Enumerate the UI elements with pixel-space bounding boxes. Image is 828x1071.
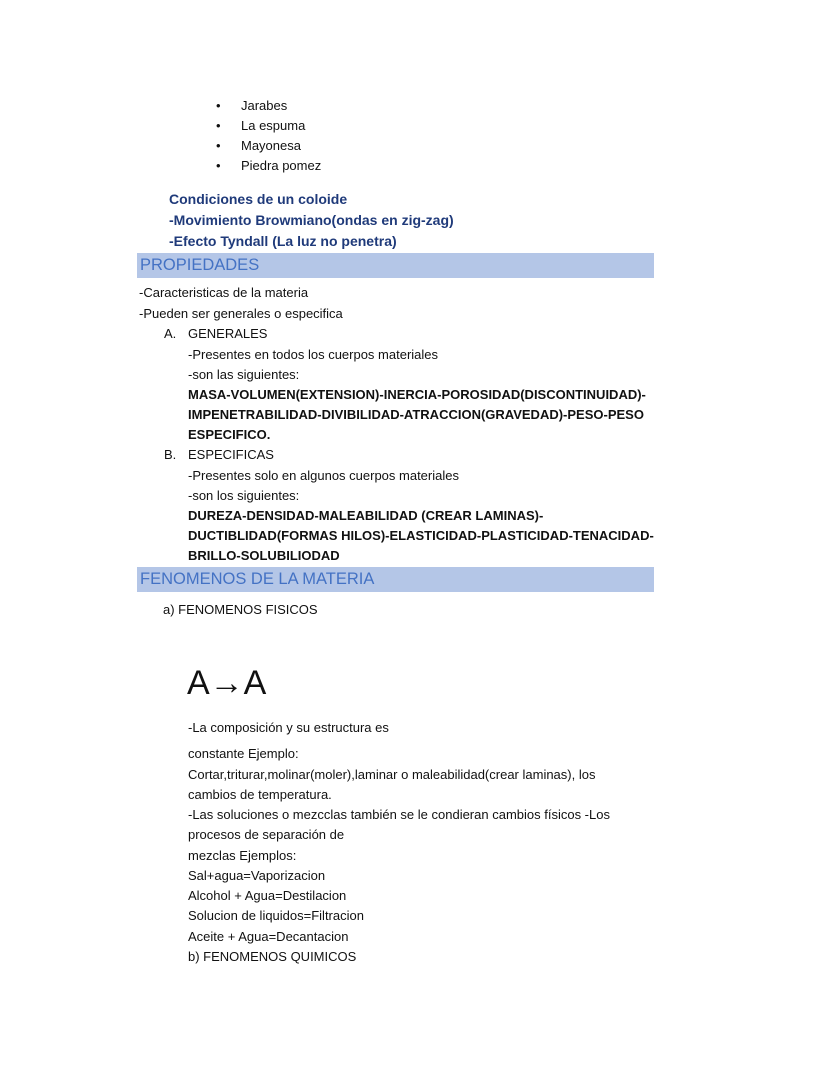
section-heading-propiedades [137,253,654,278]
bullet-item: La espuma [241,118,306,133]
text-line: -Caracteristicas de la materia [139,285,309,300]
subheading-especificas: ESPECIFICAS [188,447,274,462]
text-line: procesos de separación de [188,827,345,842]
bold-line: ESPECIFICO. [188,427,271,442]
formula: A→A [187,664,267,702]
text-line: -Pueden ser generales o especifica [139,306,343,321]
text-line: -La composición y su estructura es [188,720,389,735]
text-line: -son las siguientes: [188,367,300,382]
text-line: -son los siguientes: [188,488,300,503]
bold-line: BRILLO-SOLUBILIODAD [188,548,340,563]
subheading-fisicos: a) FENOMENOS FISICOS [163,602,318,617]
heading-text: PROPIEDADES [140,256,260,274]
text-line: Solucion de liquidos=Filtracion [188,908,364,923]
bullet-icon: • [216,118,221,133]
text-line: cambios de temperatura. [188,787,332,802]
bullet-item: Mayonesa [241,138,301,153]
bold-line: IMPENETRABILIDAD-DIVIBILIDAD-ATRACCION(GRAVEDAD)-PESO-PESO [188,407,644,422]
bullet-item: Piedra pomez [241,158,322,173]
text-line: mezclas Ejemplos: [188,848,297,863]
text-line: -Las soluciones o mezcclas también se le condieran cambios físicos -Los [188,807,610,822]
bullet-icon: • [216,138,221,153]
list-marker: B. [164,447,177,462]
text-line: Alcohol + Agua=Destilacion [188,888,347,903]
text-line: -Presentes solo en algunos cuerpos materiales [188,468,459,483]
text-line: -Presentes en todos los cuerpos materiales [188,347,439,362]
bullet-icon: • [216,98,221,113]
text-line: constante Ejemplo: [188,746,299,761]
bullet-icon: • [216,158,221,173]
coloide-title: Condiciones de un coloide [169,191,348,207]
heading-text: FENOMENOS DE LA MATERIA [140,570,375,588]
bold-line: DUREZA-DENSIDAD-MALEABILIDAD (CREAR LAMINAS)- [188,508,544,523]
bullet-item: Jarabes [241,98,288,113]
bold-line: MASA-VOLUMEN(EXTENSION)-INERCIA-POROSIDAD(DISCONTINUIDAD)- [188,387,646,402]
list-marker: A. [164,326,177,341]
coloide-line: -Efecto Tyndall (La luz no penetra) [169,233,397,249]
bold-line: DUCTIBLIDAD(FORMAS HILOS)-ELASTICIDAD-PLASTICIDAD-TENACIDAD- [188,528,654,543]
section-heading-fenomenos [137,567,654,592]
text-line: Cortar,triturar,molinar(moler),laminar o maleabilidad(crear laminas), los [188,767,596,782]
subheading-generales: GENERALES [188,326,268,341]
coloide-line: -Movimiento Browmiano(ondas en zig-zag) [169,212,454,228]
subheading-quimicos: b) FENOMENOS QUIMICOS [188,949,357,964]
text-line: Sal+agua=Vaporizacion [188,868,326,883]
text-line: Aceite + Agua=Decantacion [188,929,349,944]
